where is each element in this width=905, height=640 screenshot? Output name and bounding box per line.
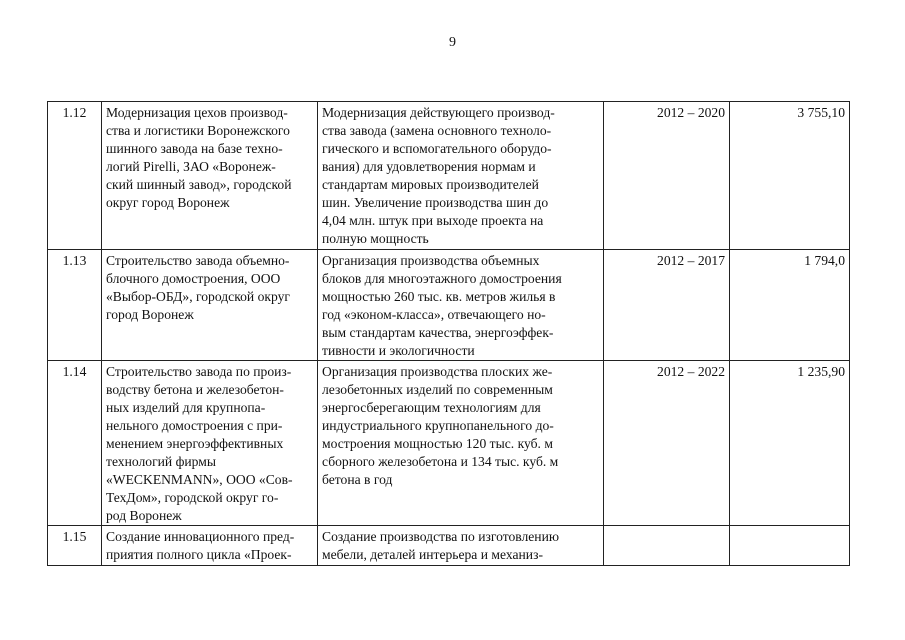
project-description: Создание производства по изготовлению мебели, деталей интерьера и механиз- [318, 526, 604, 566]
table-row [48, 526, 850, 566]
project-name: Строительство завода объемно- блочного домостроения, ООО «Выбор-ОБД», городской округ город Воронеж [102, 250, 318, 361]
project-name: Строительство завода по произ- водству бетона и железобетон- ных изделий для крупнопа- нельного домостроения с при- менением энергоэффективных технологий фирмы «WECKENMANN», ООО «Сов- ТехДом», городской округ го- род Воронеж [102, 361, 318, 526]
row-number: 1.13 [48, 250, 102, 361]
project-description: Организация производства объемных блоков для многоэтажного домостроения мощностью 260 тыс. кв. метров жилья в год «эконом-класса», отвечающего но- вым стандартам качества, энергоэффек- тивности и экологичности [318, 250, 604, 361]
row-number: 1.12 [48, 102, 102, 250]
table-row [48, 102, 850, 250]
page-number: 9 [449, 35, 456, 50]
project-name: Создание инновационного пред- приятия полного цикла «Проек- [102, 526, 318, 566]
table-row [48, 361, 850, 526]
project-amount: 3 755,10 [730, 102, 850, 250]
project-amount: 1 794,0 [730, 250, 850, 361]
project-amount: 1 235,90 [730, 361, 850, 526]
projects-table [47, 101, 850, 566]
project-name: Модернизация цехов производ- ства и логистики Воронежского шинного завода на базе техно- логий Pirelli, ЗАО «Воронеж- ский шинный завод», городской округ город Воронеж [102, 102, 318, 250]
project-description: Организация производства плоских же- лезобетонных изделий по современным энергосберегающим технологиям для индустриального крупнопанельного до- мостроения мощностью 120 тыс. куб. м сборного железобетона и 134 тыс. куб. м бетона в год [318, 361, 604, 526]
table-row [48, 250, 850, 361]
row-number: 1.14 [48, 361, 102, 526]
row-number: 1.15 [48, 526, 102, 566]
project-description: Модернизация действующего производ- ства завода (замена основного техноло- гического и вспомогательного оборудо- вания) для удовлетворения нормам и стандартам мировых производителей шин. Увеличение производства шин до 4,04 млн. штук при выходе проекта на полную мощность [318, 102, 604, 250]
project-amount [730, 526, 850, 566]
project-period [604, 526, 730, 566]
project-period: 2012 – 2017 [604, 250, 730, 361]
project-period: 2012 – 2022 [604, 361, 730, 526]
project-period: 2012 – 2020 [604, 102, 730, 250]
